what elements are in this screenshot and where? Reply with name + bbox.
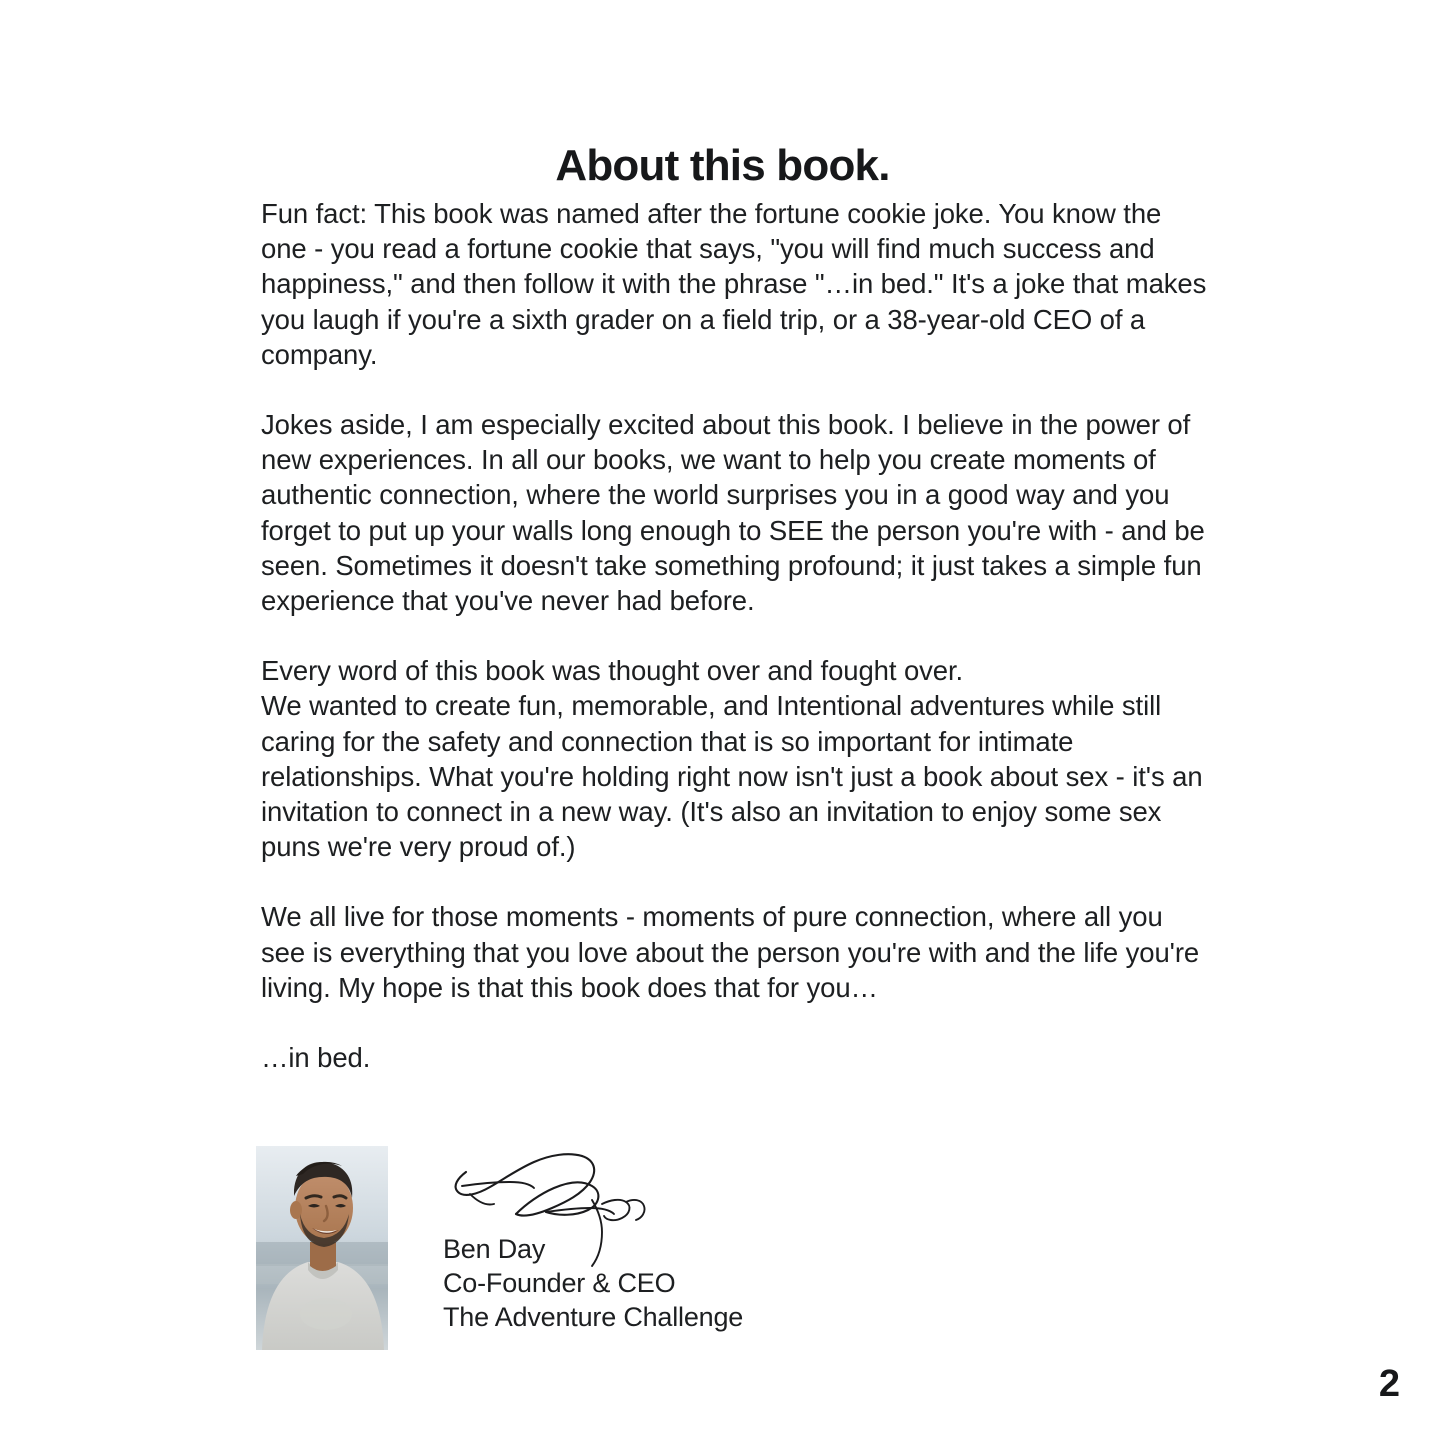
author-credit-lines [443,1232,923,1334]
page-title: About this book. [555,141,890,191]
page-number: 2 [1378,1363,1399,1405]
author-company: The Adventure Challenge [443,1302,744,1332]
paragraph-1: Fun fact: This book was named after the fortune cookie joke. You know the one - you read a fortune cookie that says, "you will find much success and happiness," and then follow it with the phrase "…in bed." It's a joke that makes you laugh if you're a sixth grader on a field trip, or a 38-year-old CEO of a company. [261,198,1207,370]
paragraph-2: Jokes aside, I am especially excited about this book. I believe in the power of new experiences. In all our books, we want to help you create moments of authentic connection, where the world surprises you in a good way and you forget to put up your walls long enough to SEE the person you're with - and be seen. Sometimes it doesn't take something profound; it just takes a simple fun experience that you've never had before. [261,409,1205,617]
author-portrait-photo [256,1146,388,1350]
paragraph-in-bed: …in bed. [261,1042,371,1074]
paragraph-4: We all live for those moments - moments of pure connection, where all you see is everything that you love about the person you're with and the life you're living. My hope is that this book does that for you… [261,901,1200,1003]
body-text-block [261,196,1213,1075]
author-name: Ben Day [443,1234,546,1264]
paragraph-3: Every word of this book was thought over and fought over. We wanted to create fun, memorable, and Intentional adventures while still caring for the safety and connection that is so important for intimate relationships. What you're holding right now isn't just a book about sex - it's an invitation to connect in a new way. (It's also an invitation to enjoy some sex puns we're very proud of.) [261,655,1203,863]
author-role: Co-Founder & CEO [443,1268,676,1298]
author-signature-block [256,1146,956,1356]
